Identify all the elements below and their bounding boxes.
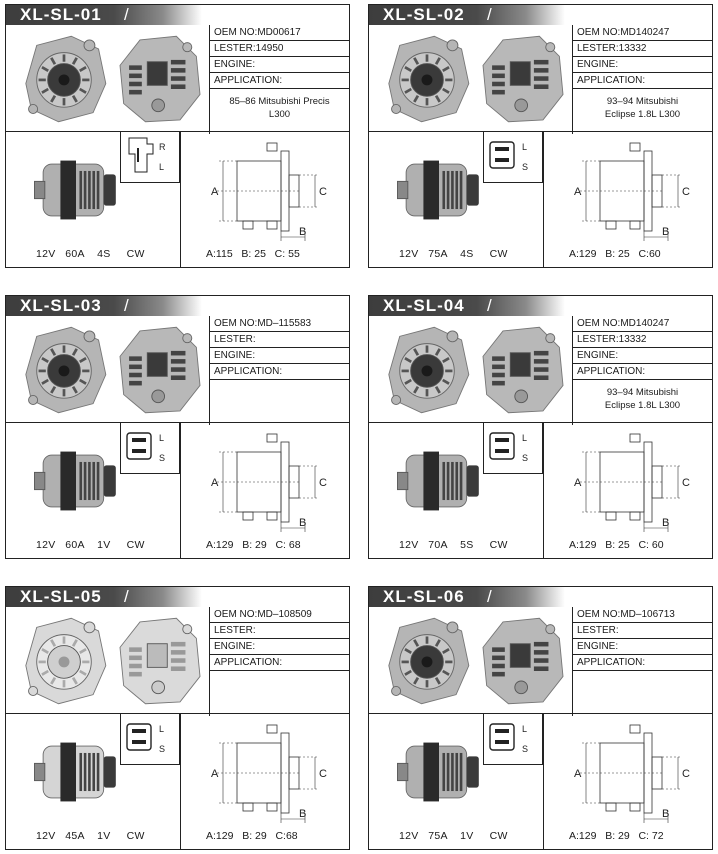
alternator-front-photo: [16, 611, 112, 716]
dimension-a-label: A: [211, 768, 219, 780]
alternator-side-photo: [393, 145, 485, 240]
product-card: [5, 295, 350, 559]
connector-diagram-box: [120, 713, 180, 765]
dimension-c-label: C: [682, 186, 690, 198]
dimension-diagram: [557, 141, 697, 250]
dimension-values: A:129 B: 29 C:68: [206, 830, 298, 842]
dimension-b-label: B: [662, 808, 670, 820]
part-number-title: XL-SL-05: [20, 587, 102, 606]
engine-field: ENGINE:: [573, 348, 712, 364]
card-header: [6, 587, 202, 607]
connector-terminal-1: L: [522, 433, 528, 443]
alternator-front-photo: [379, 320, 475, 425]
lester-number: LESTER:14950: [210, 41, 349, 57]
alternator-front-photo: [379, 29, 475, 134]
dimension-values: A:115 B: 25 C: 55: [206, 248, 300, 260]
alternator-front-photo: [16, 320, 112, 425]
application-text: [210, 671, 349, 677]
part-number-title: XL-SL-03: [20, 296, 102, 315]
dimension-c-label: C: [682, 477, 690, 489]
part-number-title: XL-SL-04: [383, 296, 465, 315]
connector-terminal-1: L: [159, 724, 165, 734]
application-text: 93–94 Mitsubishi Eclipse 1.8L L300: [604, 96, 681, 120]
dimension-a-label: A: [211, 186, 219, 198]
oem-number: OEM NO:MD–108509: [210, 607, 349, 623]
dimension-diagram: [557, 432, 697, 541]
alternator-rear-photo: [475, 29, 571, 134]
electrical-specs: 12V 60A 1V CW: [36, 539, 145, 551]
bottom-divider: [180, 131, 181, 268]
electrical-specs: 12V 45A 1V CW: [36, 830, 145, 842]
part-number-title: XL-SL-01: [20, 5, 102, 24]
bottom-divider: [180, 422, 181, 559]
connector-terminal-1: L: [159, 433, 165, 443]
alternator-side-photo: [30, 727, 122, 822]
oem-number: OEM NO:MD–106713: [573, 607, 712, 623]
dimension-c-label: C: [682, 768, 690, 780]
dimension-a-label: A: [574, 477, 582, 489]
lester-number: LESTER:: [210, 332, 349, 348]
alternator-rear-photo: [112, 320, 208, 425]
electrical-specs: 12V 75A 4S CW: [399, 248, 508, 260]
connector-terminal-1: L: [522, 142, 528, 152]
connector-terminal-1: L: [522, 724, 528, 734]
dimension-a-label: A: [574, 186, 582, 198]
connector-terminal-2: S: [159, 453, 166, 463]
dimension-diagram: [557, 723, 697, 832]
application-label: APPLICATION:: [573, 655, 712, 671]
alternator-rear-photo: [112, 29, 208, 134]
lester-number: LESTER:: [573, 623, 712, 639]
application-text: [573, 671, 712, 677]
plug-icon-square: [484, 714, 534, 762]
card-header: [6, 5, 202, 25]
engine-field: ENGINE:: [573, 639, 712, 655]
card-header: [6, 296, 202, 316]
application-text: [210, 380, 349, 386]
connector-terminal-2: S: [522, 453, 529, 463]
connector-diagram-box: [120, 422, 180, 474]
plug-icon-square: [121, 714, 171, 762]
dimension-b-label: B: [662, 517, 670, 529]
electrical-specs: 12V 70A 5S CW: [399, 539, 508, 551]
dimension-values: A:129 B: 25 C: 60: [569, 539, 664, 551]
bottom-divider: [180, 713, 181, 850]
connector-terminal-2: L: [159, 162, 165, 172]
dimension-values: A:129 B: 25 C:60: [569, 248, 661, 260]
dimension-diagram: [194, 723, 334, 832]
electrical-specs: 12V 75A 1V CW: [399, 830, 508, 842]
header-slash: /: [487, 5, 492, 24]
part-number-title: XL-SL-06: [383, 587, 465, 606]
alternator-front-photo: [379, 611, 475, 716]
spec-info-table: [572, 25, 712, 134]
oem-number: OEM NO:MD–115583: [210, 316, 349, 332]
connector-terminal-2: S: [522, 162, 529, 172]
dimension-diagram: [194, 141, 334, 250]
header-slash: /: [124, 5, 129, 24]
application-label: APPLICATION:: [210, 655, 349, 671]
dimension-diagram: [194, 432, 334, 541]
alternator-side-photo: [30, 145, 122, 240]
dimension-values: A:129 B: 29 C: 68: [206, 539, 301, 551]
connector-diagram-box: [483, 131, 543, 183]
dimension-b-label: B: [299, 808, 307, 820]
electrical-specs: 12V 60A 4S CW: [36, 248, 145, 260]
product-card: [5, 4, 350, 268]
dimension-b-label: B: [299, 517, 307, 529]
dimension-a-label: A: [211, 477, 219, 489]
bottom-divider: [543, 422, 544, 559]
engine-field: ENGINE:: [210, 639, 349, 655]
product-card: [368, 586, 713, 850]
connector-diagram-box: [483, 422, 543, 474]
plug-icon-square: [484, 423, 534, 471]
product-card: [5, 586, 350, 850]
dimension-b-label: B: [299, 226, 307, 238]
bottom-divider: [543, 131, 544, 268]
card-header: [369, 587, 565, 607]
header-slash: /: [487, 587, 492, 606]
dimension-a-label: A: [574, 768, 582, 780]
engine-field: ENGINE:: [210, 57, 349, 73]
application-text: 93–94 Mitsubishi Eclipse 1.8L L300: [604, 387, 681, 411]
application-label: APPLICATION:: [573, 364, 712, 380]
application-label: APPLICATION:: [210, 73, 349, 89]
application-label: APPLICATION:: [210, 364, 349, 380]
header-slash: /: [124, 587, 129, 606]
application-text: 85–86 Mitsubishi Precis L300: [229, 96, 330, 120]
product-card: [368, 295, 713, 559]
plug-icon-square: [484, 132, 534, 180]
alternator-side-photo: [393, 436, 485, 531]
lester-number: LESTER:13332: [573, 41, 712, 57]
card-header: [369, 5, 565, 25]
engine-field: ENGINE:: [210, 348, 349, 364]
oem-number: OEM NO:MD140247: [573, 25, 712, 41]
product-card: [368, 4, 713, 268]
connector-terminal-2: S: [522, 744, 529, 754]
connector-diagram-box: [120, 131, 180, 183]
dimension-c-label: C: [319, 768, 327, 780]
lester-number: LESTER:: [210, 623, 349, 639]
connector-diagram-box: [483, 713, 543, 765]
dimension-values: A:129 B: 29 C: 72: [569, 830, 664, 842]
spec-info-table: [572, 316, 712, 425]
plug-icon-tshape: [121, 132, 171, 180]
connector-terminal-2: S: [159, 744, 166, 754]
application-label: APPLICATION:: [573, 73, 712, 89]
dimension-c-label: C: [319, 477, 327, 489]
spec-info-table: [209, 607, 349, 716]
alternator-rear-photo: [475, 320, 571, 425]
spec-info-table: [572, 607, 712, 716]
plug-icon-square: [121, 423, 171, 471]
card-header: [369, 296, 565, 316]
alternator-side-photo: [30, 436, 122, 531]
header-slash: /: [487, 296, 492, 315]
dimension-c-label: C: [319, 186, 327, 198]
alternator-rear-photo: [112, 611, 208, 716]
spec-info-table: [209, 25, 349, 134]
alternator-side-photo: [393, 727, 485, 822]
oem-number: OEM NO:MD00617: [210, 25, 349, 41]
engine-field: ENGINE:: [573, 57, 712, 73]
dimension-b-label: B: [662, 226, 670, 238]
part-number-title: XL-SL-02: [383, 5, 465, 24]
header-slash: /: [124, 296, 129, 315]
oem-number: OEM NO:MD140247: [573, 316, 712, 332]
connector-terminal-1: R: [159, 142, 166, 152]
bottom-divider: [543, 713, 544, 850]
lester-number: LESTER:13332: [573, 332, 712, 348]
spec-info-table: [209, 316, 349, 425]
alternator-rear-photo: [475, 611, 571, 716]
alternator-front-photo: [16, 29, 112, 134]
